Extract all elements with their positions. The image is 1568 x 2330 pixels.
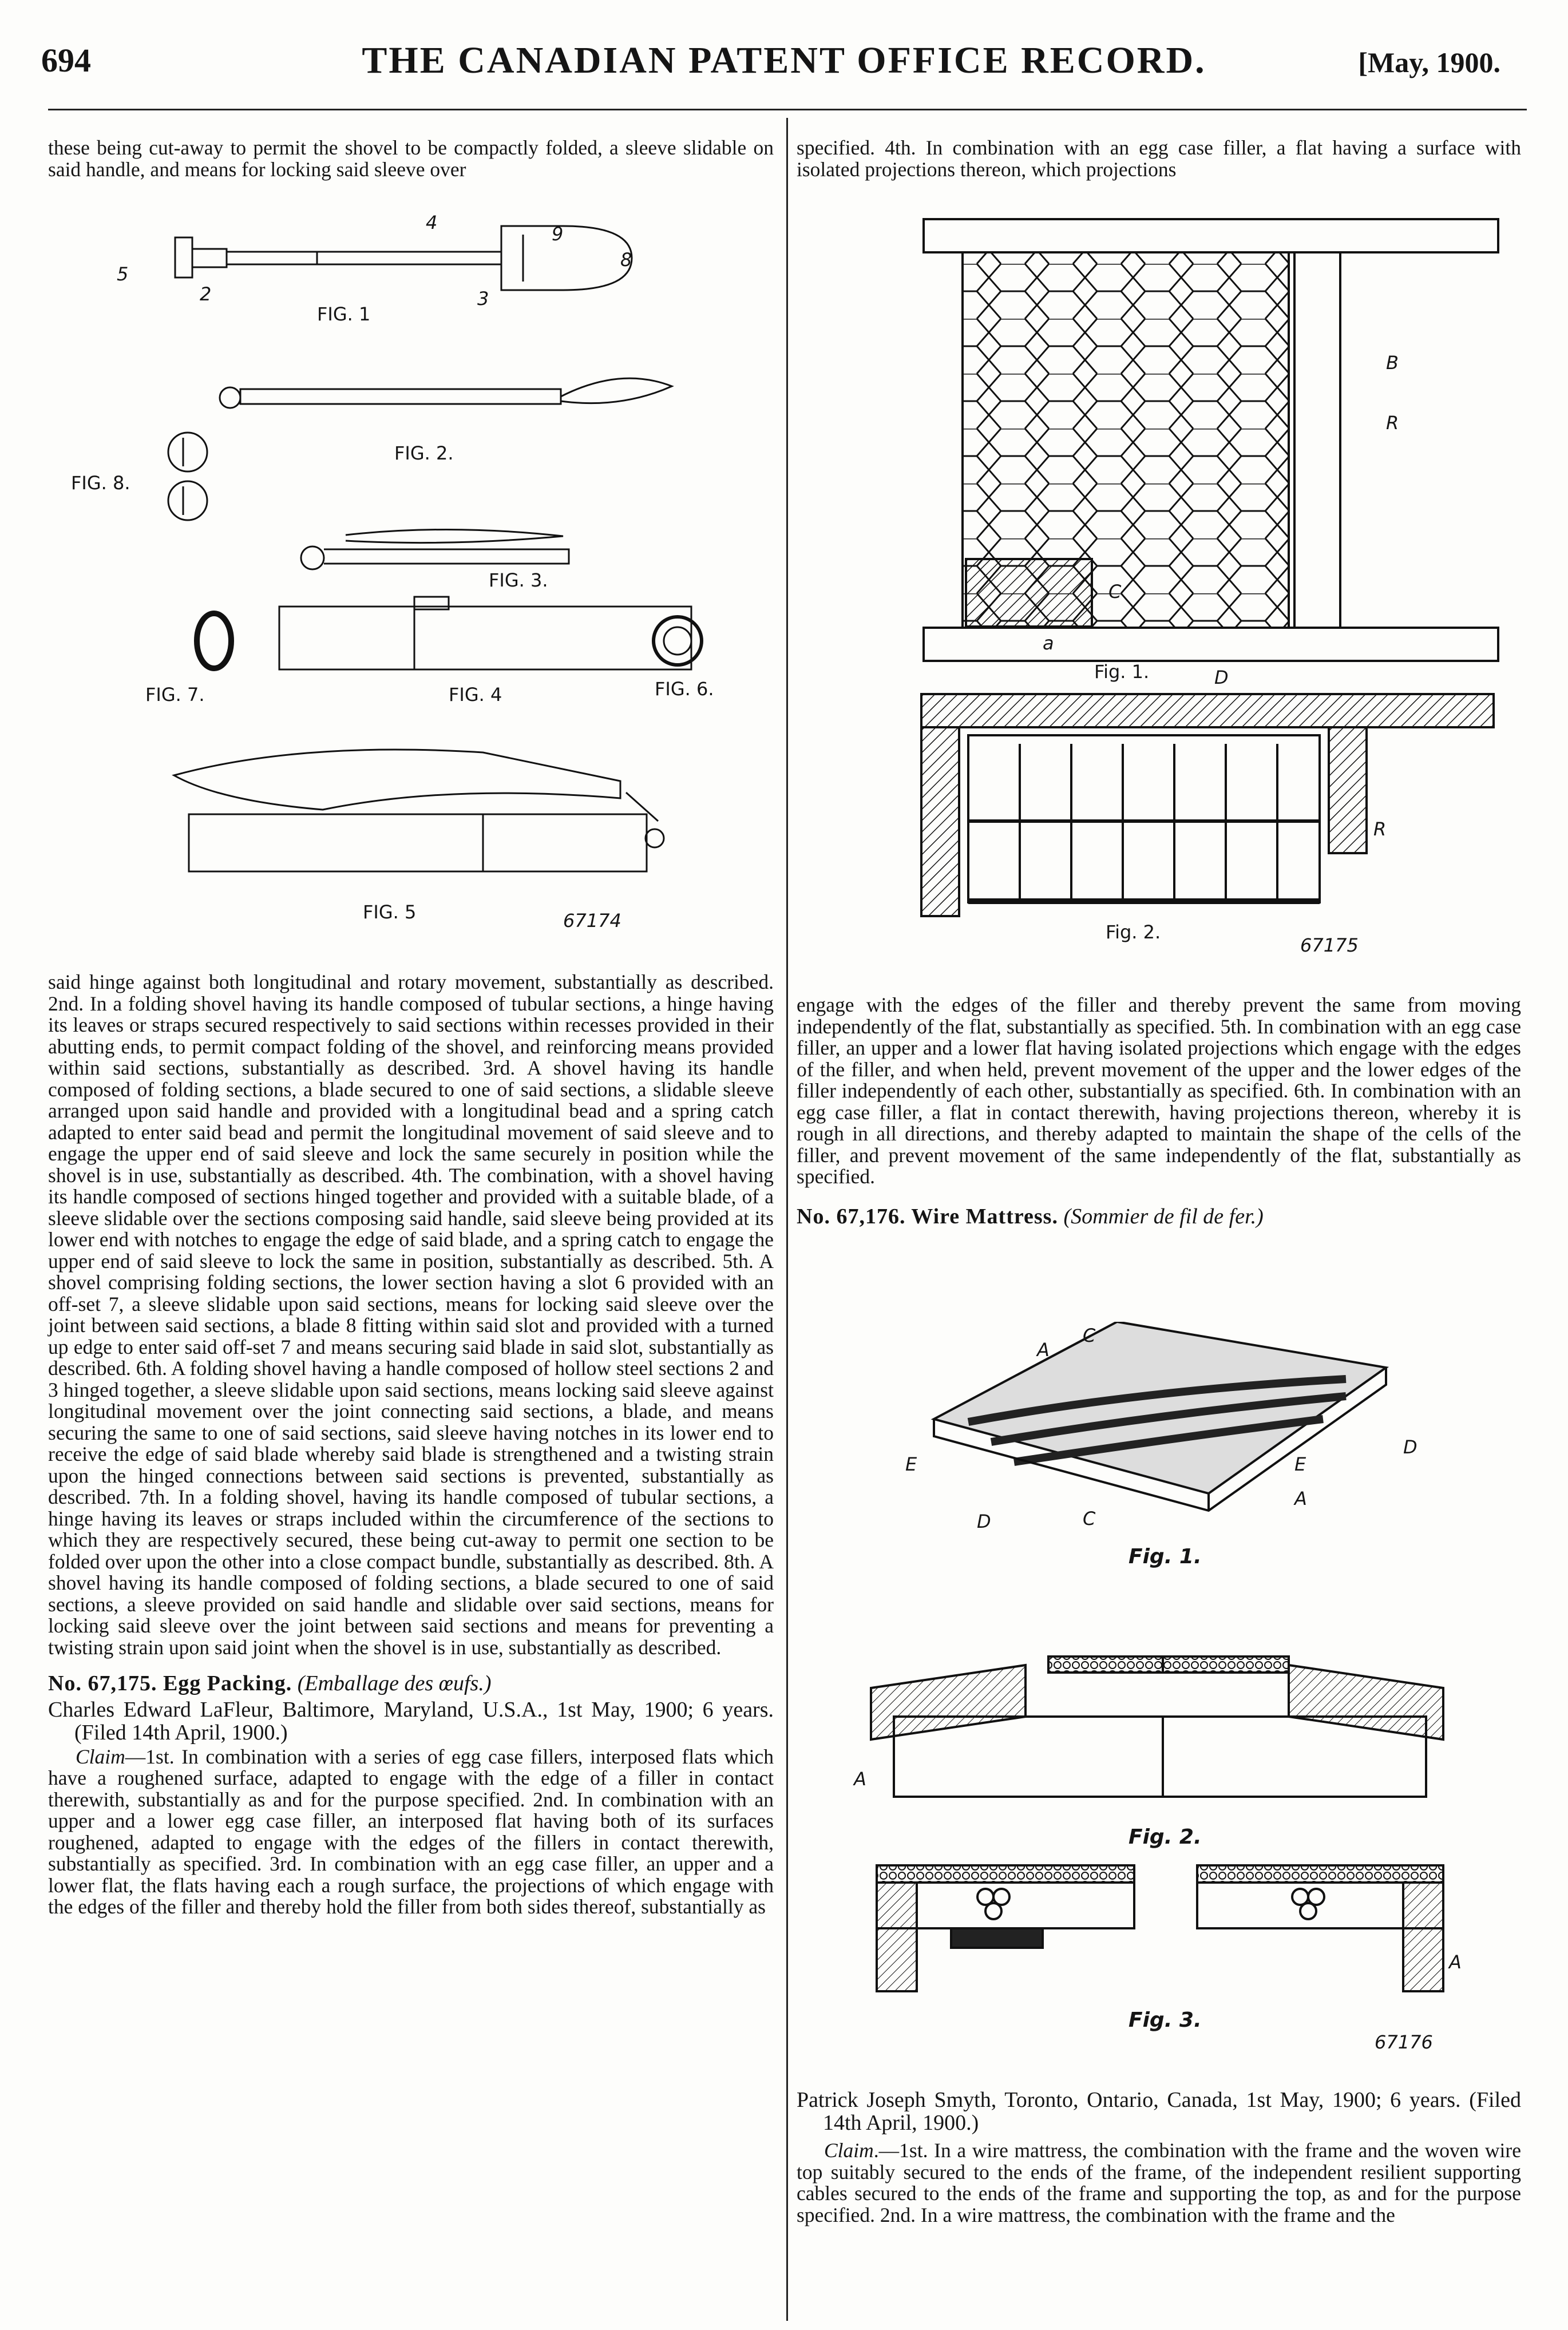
egg-packing-inventor: Charles Edward LaFleur, Baltimore, Maryland, U.S.A., 1st May, 1900; 6 years. (Filed 14th April, 1900.) (48, 1697, 774, 1745)
wire-mattress-heading: No. 67,176. Wire Mattress. (797, 1204, 1058, 1229)
fig6-label: FIG. 6. (655, 678, 714, 700)
page-header (0, 0, 1568, 120)
mattress-claim-label: Claim (824, 2139, 874, 2162)
fig1-label: FIG. 1 (317, 303, 371, 325)
column-divider (786, 118, 788, 2321)
mattress-claims-text: .—1st. In a wire mattress, the combination with the frame and the woven wire top suitably secured to the ends of the frame, of the independent resilient supporting cables secured to the ends of the frame and supporting the top, as and for the purpose specified. 2nd. In a wire mattress, the combination with the frame and the (797, 2139, 1521, 2226)
fig7-label: FIG. 7. (145, 684, 205, 706)
mattress-inventor: Patrick Joseph Smyth, Toronto, Ontario, Canada, 1st May, 1900; 6 years. (Filed 14th April, 1900.) (797, 2088, 1521, 2135)
fig5-label: FIG. 5 (363, 901, 417, 923)
egg-packing-heading: No. 67,175. Egg Packing. (48, 1671, 292, 1695)
left-column-body (48, 972, 774, 1918)
issue-date: [May, 1900. (1358, 46, 1500, 78)
mattress-text (797, 2089, 1521, 2226)
shovel-claim-fragment: these being cut-away to permit the shovel to be compactly folded, a sleeve slidable on said handle, and means for locking said sleeve over (48, 136, 774, 181)
wire-mattress-drawings: A C E E A C D D A A Fig. 1. Fig. 2. Fig. 3. 67176 (797, 1322, 1521, 2054)
egg-claim-label: Claim (76, 1745, 125, 1768)
wire-mattress-drawings-svg (797, 1322, 1521, 2054)
mattress-fig2-label: Fig. 2. (1129, 1825, 1202, 1849)
egg-claims-continued: engage with the edges of the filler and thereby prevent the same from moving independently of the flat, substantially as specified. 5th. In combination with an egg case filler, an upper and a lower flat having isolated projections which engage with the edges of the filler, and when held, prevent movement of the upper and the lower edges of the filler independently of each other, substantially as specified. 6th. In combination with an egg case filler, a flat in contact therewith, having projections thereon, whereby it is rough in all directions, and thereby adapted to maintain the shape of the cells of the filler, and prevent movement of the same independently of the flat, substantially as specified. (797, 993, 1521, 1188)
mattress-fig1-label: Fig. 1. (1129, 1545, 1202, 1568)
fig3-label: FIG. 3. (489, 569, 548, 591)
mattress-fig3-label: Fig. 3. (1129, 2008, 1202, 2032)
egg-packing-heading-french: (Emballage des œufs.) (297, 1671, 492, 1695)
egg-patent-ref: 67175 (1300, 934, 1359, 956)
fig8-label: FIG. 8. (71, 472, 130, 494)
header-rule (48, 109, 1527, 110)
wire-mattress-heading-french: (Sommier de fil de fer.) (1063, 1204, 1264, 1229)
egg-claim-fragment: specified. 4th. In combination with an egg case filler, a flat having a surface with isolated projections thereon, which projections (797, 136, 1521, 181)
egg-claims-text: —1st. In combination with a series of egg case fillers, interposed flats which have a roughened surface, adapted to engage with the edge of a filler in contact therewith, substantially as and for the purpose specified. 2nd. In combination with an upper and a lower egg case filler, an interposed flat having both of its surfaces roughened, adapted to engage with the edges of the fillers in contact therewith, substantially as specified. 3rd. In combination with an egg case filler, an upper and a lower flat, the flats having each a rough surface, the projections of which engage with the edges of the filler and thereby hold the filler from both sides thereof, substantially as (48, 1745, 774, 1918)
egg-packing-drawings: B R C a D R Fig. 1. Fig. 2. 67175 (797, 209, 1521, 964)
publication-title: THE CANADIAN PATENT OFFICE RECORD. (362, 39, 1206, 81)
shovel-claims-text: said hinge against both longitudinal and rotary movement, substantially as described. 2nd. In a folding shovel having its handle composed of tubular sections, a hinge having its leaves or straps secured respectively to said sections within recesses provided in their abutting ends, to permit compact folding of the shovel, and reinforcing means provided within said sections, substantially as described. 3rd. A shovel having its handle composed of folding sections, a blade secured to one of said sections, a slidable sleeve arranged upon said handle and provided with a longitudinal bead and a spring catch adapted to enter said bead and permit the longitudinal movement of said sleeve and to engage the upper end of said sleeve and lock the same securely in position while the shovel is in use, substantially as described. 4th. The combination, with a shovel having its handle composed of sections hinged together and provided with a suitable blade, of a sleeve slidable over the sections composing said handle, said sleeve being provided at its lower end with notches to engage the edge of said blade, and a spring catch to engage the upper end of said sleeve to lock the same in position, substantially as described. 5th. A shovel comprising folding sections, the lower section having a slot 6 provided with an off-set 7, a sleeve slidable upon said sections, means for locking said sleeve over the joint between said sections, a blade 8 fitting within said slot and provided with a turned up edge to enter said off-set 7 and means securing said blade in said slot, substantially as described. 6th. A folding shovel having a handle composed of hollow steel sections 2 and 3 hinged together, a sleeve slidable upon said sections, means locking said sleeve against longitudinal movement over the joint connecting said sections, a blade, and means securing the same to one of said sections, said sleeve having notches in its lower end to receive the edge of said blade whereby said blade is strengthened and a twisting strain upon the hinged connections between said sections is prevented, substantially as described. 7th. In a folding shovel, having its handle composed of tubular sections, a hinge having its leaves or straps included within the circumference of the sections to which they are respectively secured, these being cut-away to permit one section to be folded over upon the other into a close compact bundle, substantially as described. 8th. A shovel having its handle composed of folding sections, a blade secured to one of said sections, a sleeve provided on said handle and slidable over said sections, means for locking said sleeve over the joint between said sections and means for preventing a twisting strain upon said joint when the shovel is in use, substantially as described. (48, 970, 774, 1659)
egg-fig1-label: Fig. 1. (1094, 661, 1150, 683)
egg-continued-text (797, 994, 1521, 1227)
shovel-drawings: 5 2 4 9 8 3 FIG. 1 FIG. 2. FIG. 8. FIG. 3. FIG. 7. FIG. 4 FIG. 6. FIG. 5 67174 (48, 203, 774, 947)
shovel-patent-ref: 67174 (563, 910, 621, 932)
page-number: 694 (41, 42, 91, 79)
egg-fig2-label: Fig. 2. (1106, 921, 1161, 943)
right-column-top-text (797, 137, 1521, 180)
mattress-patent-ref: 67176 (1375, 2031, 1433, 2053)
fig2-label: FIG. 2. (394, 442, 454, 464)
fig4-label: FIG. 4 (449, 684, 502, 706)
egg-packing-drawings-svg (797, 209, 1521, 964)
shovel-drawings-svg (48, 203, 774, 947)
left-column-top-text (48, 137, 774, 180)
